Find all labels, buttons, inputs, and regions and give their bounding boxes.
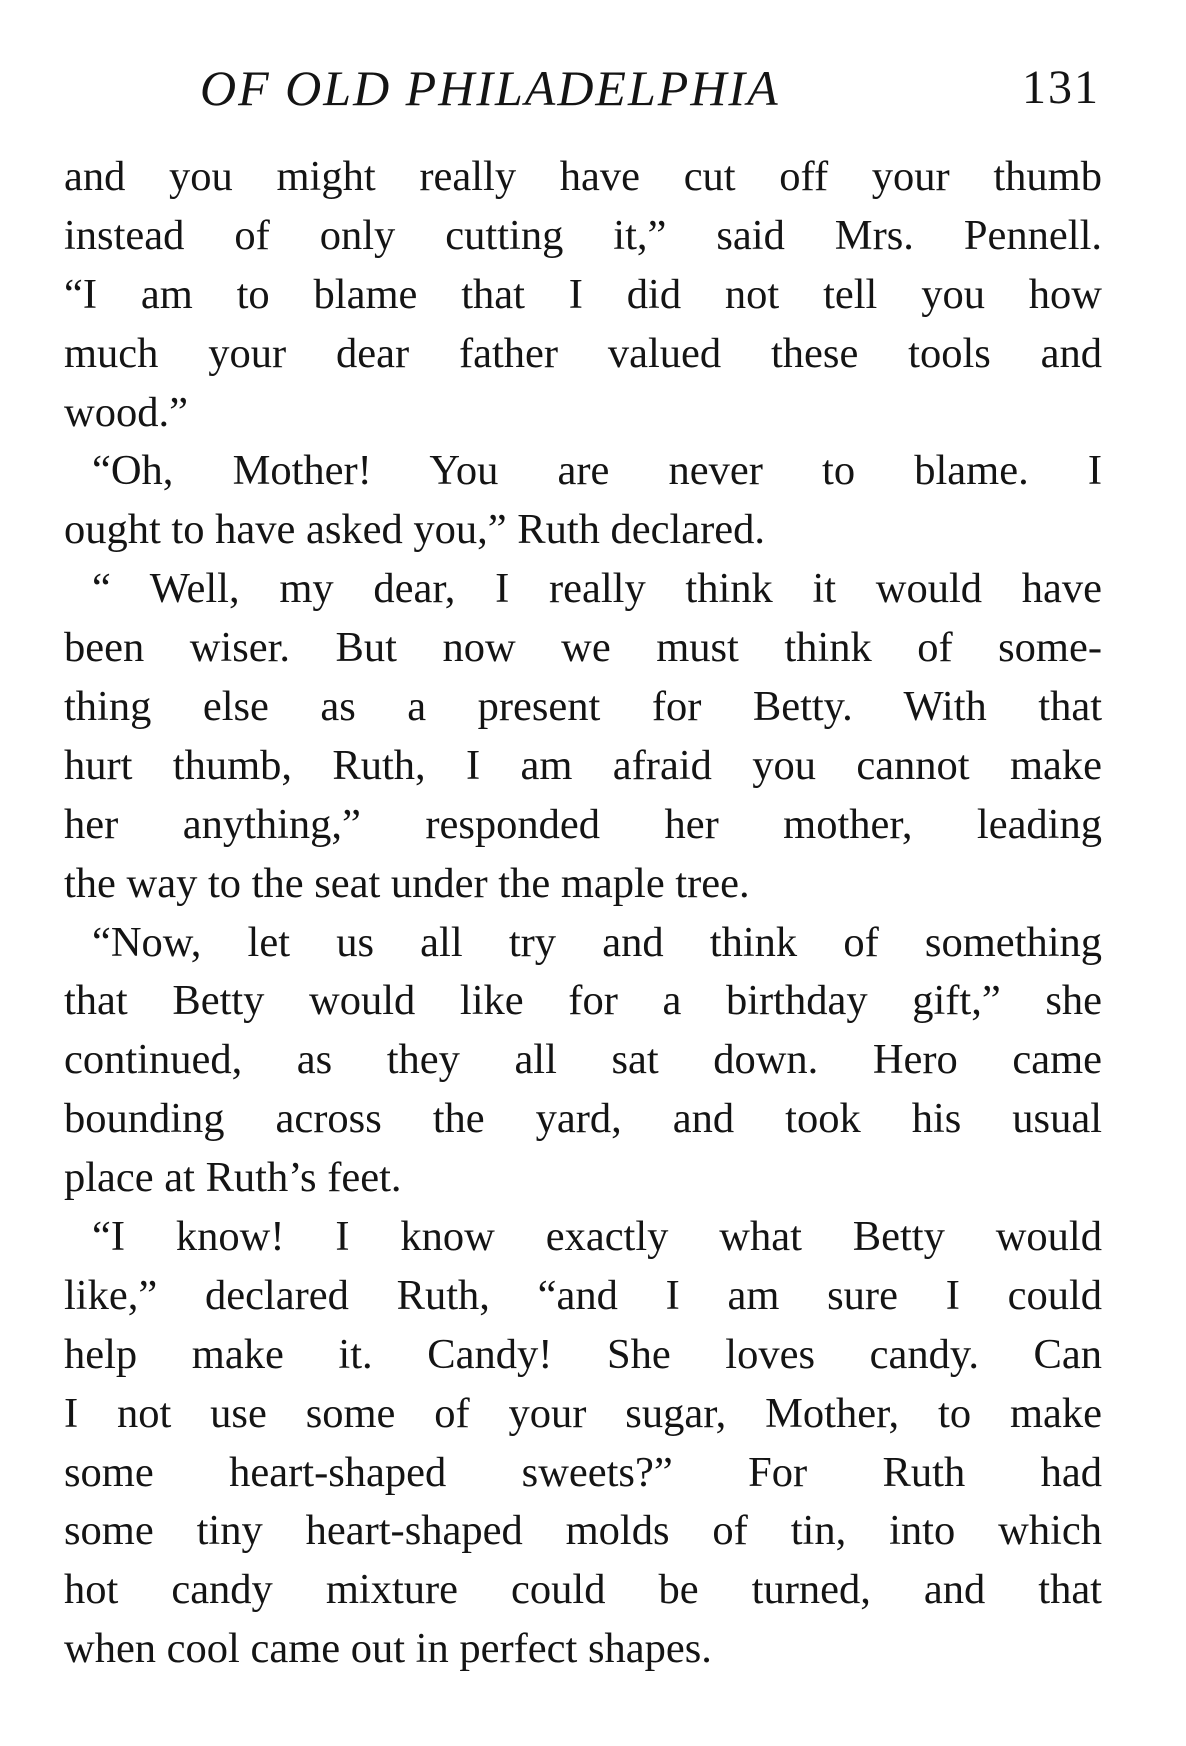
text-line: bounding across the yard, and took his usual: [64, 1095, 1102, 1143]
text-line: hurt thumb, Ruth, I am afraid you cannot make: [64, 741, 1102, 789]
text-line: like,” declared Ruth, “and I am sure I could: [64, 1271, 1102, 1319]
text-line: help make it. Candy! She loves candy. Can: [64, 1330, 1102, 1378]
text-line: wood.”: [64, 388, 188, 436]
text-line: much your dear father valued these tools and: [64, 329, 1102, 377]
running-title: OF OLD PHILADELPHIA: [200, 60, 780, 116]
text-line: that Betty would like for a birthday gift,” she: [64, 977, 1102, 1025]
text-line: “Oh, Mother! You are never to blame. I: [92, 447, 1102, 495]
text-line: ought to have asked you,” Ruth declared.: [64, 506, 766, 554]
text-line: when cool came out in perfect shapes.: [64, 1625, 712, 1673]
page-number: 131: [1022, 61, 1100, 114]
text-line: and you might really have cut off your thumb: [64, 153, 1102, 200]
running-head: [200, 58, 1100, 118]
text-line: instead of only cutting it,” said Mrs. Pennell.: [64, 211, 1102, 259]
text-line: I not use some of your sugar, Mother, to make: [64, 1389, 1102, 1437]
text-line: thing else as a present for Betty. With that: [64, 683, 1102, 731]
text-line: some heart-shaped sweets?” For Ruth had: [64, 1448, 1102, 1496]
text-line: “ Well, my dear, I really think it would have: [92, 565, 1102, 613]
text-line: her anything,” responded her mother, leading: [64, 800, 1102, 848]
text-line: some tiny heart-shaped molds of tin, into which: [64, 1507, 1102, 1555]
text-line: continued, as they all sat down. Hero came: [64, 1036, 1102, 1084]
text-line: been wiser. But now we must think of some-: [64, 624, 1102, 672]
body-text: [64, 148, 1102, 1679]
text-line: “Now, let us all try and think of something: [92, 918, 1102, 966]
text-line: place at Ruth’s feet.: [64, 1154, 402, 1202]
text-line: “I am to blame that I did not tell you how: [64, 270, 1102, 318]
text-line: the way to the seat under the maple tree.: [64, 859, 750, 907]
text-line: “I know! I know exactly what Betty would: [92, 1213, 1102, 1261]
text-line: hot candy mixture could be turned, and that: [64, 1566, 1102, 1614]
